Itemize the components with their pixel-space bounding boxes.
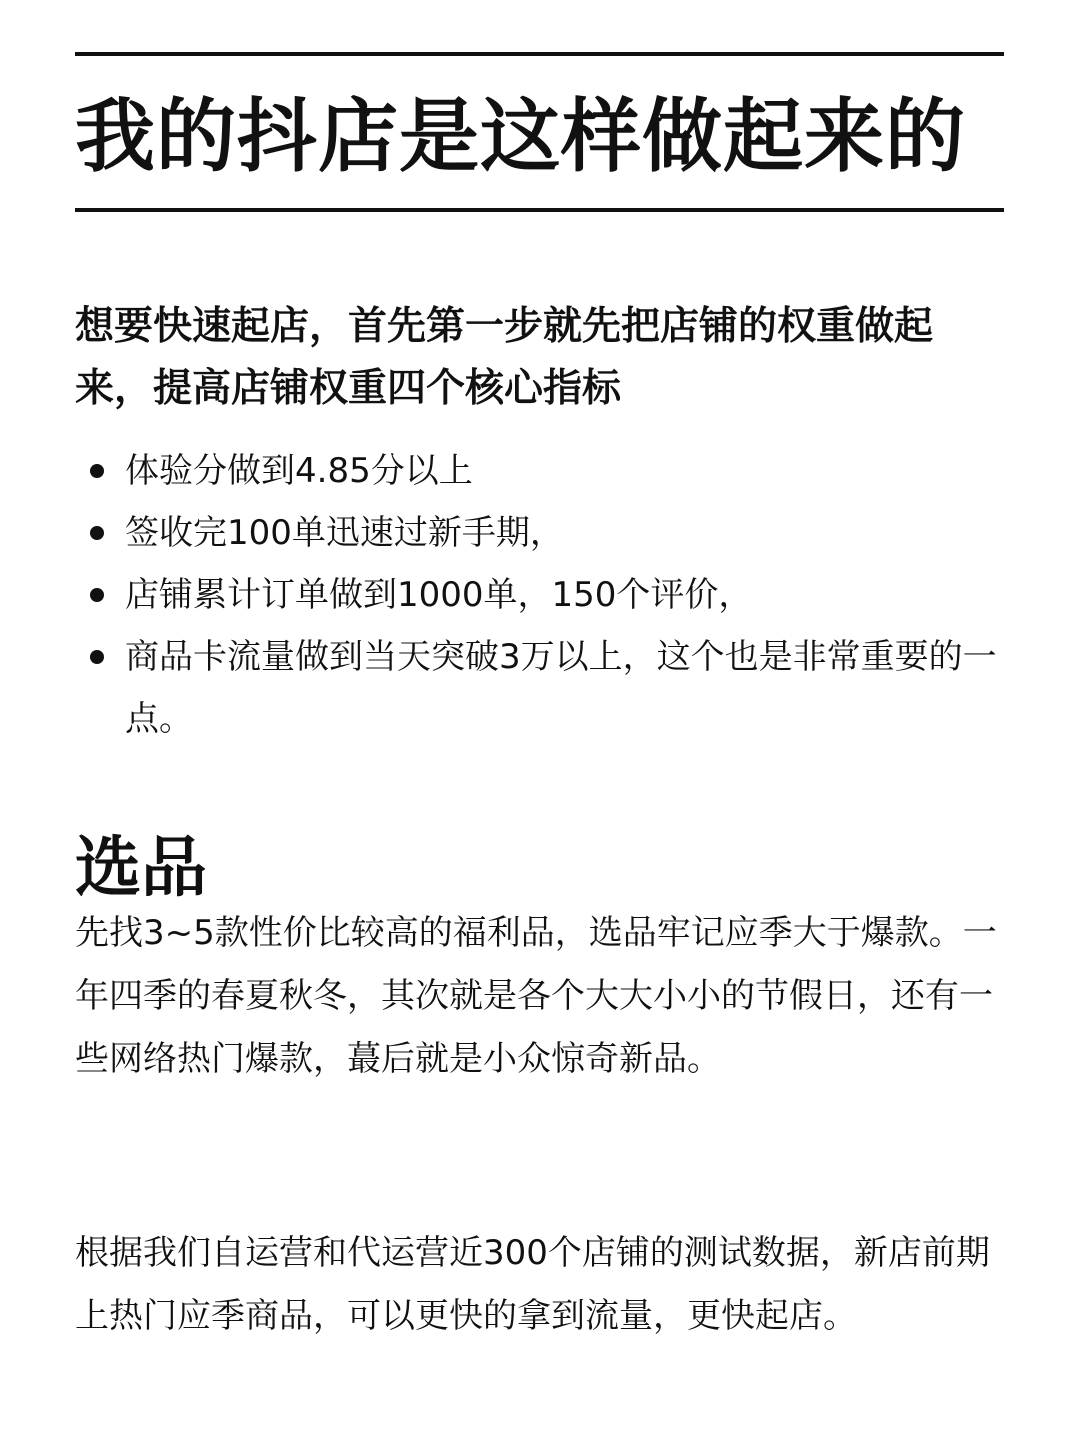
list-item-text: 签收完100单迅速过新手期， [125, 513, 564, 553]
list-item [75, 502, 1010, 564]
bullet-icon [90, 650, 104, 664]
bullet-icon [90, 464, 104, 478]
intro-paragraph: 想要快速起店，首先第一步就先把店铺的权重做起来，提高店铺权重四个核心指标 [75, 304, 934, 411]
section-heading: 选品 [75, 829, 207, 906]
list-item [75, 626, 1010, 750]
bullet-icon [90, 526, 104, 540]
section-paragraph: 先找3~5款性价比较高的福利品，选品牢记应季大于爆款。一年四季的春夏秋冬，其次就是各个大大小小的节假日，还有一些网络热门爆款，蕞后就是小众惊奇新品。 [75, 913, 997, 1079]
list-item-text: 店铺累计订单做到1000单，150个评价， [125, 575, 753, 615]
bottom-divider [75, 208, 1004, 212]
list-item-text: 商品卡流量做到当天突破3万以上，这个也是非常重要的一点。 [125, 637, 997, 739]
page-title: 我的抖店是这样做起来的 [75, 90, 966, 183]
list-item [75, 440, 1010, 502]
top-divider [75, 52, 1004, 56]
section-paragraph: 根据我们自运营和代运营近300个店铺的测试数据，新店前期上热门应季商品，可以更快的拿到流量，更快起店。 [75, 1233, 990, 1336]
list-item [75, 564, 1010, 626]
indicator-list [75, 440, 1010, 750]
list-item-text: 体验分做到4.85分以上 [125, 451, 473, 491]
bullet-icon [90, 588, 104, 602]
